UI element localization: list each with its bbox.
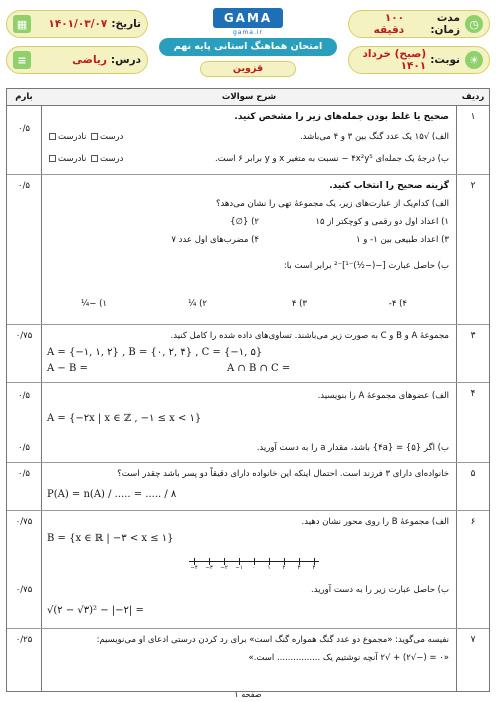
subject-label: درس:: [110, 54, 141, 66]
true-label: درست: [100, 132, 124, 142]
axis-tick: [194, 558, 195, 565]
question-row-3: [7, 325, 489, 383]
option: ۳) ۴: [291, 299, 307, 309]
question-text: گزینه صحیح را انتخاب کنید.: [329, 181, 449, 191]
question-text: خانواده‌ای دارای ۳ فرزند است. احتمال اینکه این خانواده دارای دقیقاً دو پسر باشد چقدر است؟: [117, 469, 449, 479]
axis-tick-label: −۳: [205, 565, 213, 571]
session-value: (صبح) خرداد ۱۴۰۱: [362, 48, 427, 72]
option: ۱) −¼: [81, 299, 107, 309]
question-row-5: [7, 463, 489, 511]
axis-tick: [254, 558, 255, 565]
question-score: ۰/۷۵: [15, 331, 33, 341]
question-score: ۰/۵: [18, 181, 30, 191]
set-definitions: A = {−۱, ۱, ۲} , B = {۰, ۲, ۴} , C = {−۱, ۵}: [47, 347, 263, 358]
exam-header: [6, 6, 490, 82]
table-header: [7, 89, 489, 106]
question-number: ۵: [470, 469, 476, 479]
axis-tick-label: ۰: [252, 565, 256, 571]
question-number: ۶: [470, 517, 476, 527]
exam-title: امتحان هماهنگ استانی پایه نهم: [159, 38, 337, 56]
axis-tick: [269, 558, 270, 565]
clock-icon: ◷: [465, 15, 483, 33]
option: ۲) {∅}: [230, 217, 259, 227]
set-definition: B = {x ∈ ℝ | −۳ < x ≤ ۱}: [47, 533, 174, 544]
axis-tick: [299, 558, 300, 565]
option: ۳) اعداد طبیعی بین ۱- و ۱: [356, 235, 449, 245]
question-score: ۰/۷۵: [15, 517, 33, 527]
gama-logo: GAMA: [213, 8, 283, 28]
date-value: ۱۴۰۱/۰۳/۰۷: [48, 18, 108, 30]
axis-tick: [224, 558, 225, 565]
session-pill: [348, 46, 490, 74]
duration-pill: [348, 10, 490, 38]
true-false-choice: [47, 132, 123, 142]
question-text: مجموعهٔ A و B و C به صورت زیر می‌باشند. تساوی‌های داده شده را کامل کنید.: [170, 331, 449, 341]
logo-subtext: gama.ir: [232, 29, 264, 36]
question-score: ۰/۵: [18, 469, 30, 479]
question-text: ب) حاصل عبارت زیر را به دست آورید.: [311, 585, 449, 595]
subject-pill: [6, 46, 148, 74]
question-number: ۷: [470, 635, 476, 645]
axis-tick-label: ۲: [282, 565, 286, 571]
probability-formula: P(A) = n(A) / ..... = ..... / ۸: [47, 489, 177, 500]
set-definition: A = {−۲x | x ∈ ℤ , −۱ ≤ x < ۱}: [47, 413, 202, 424]
city-name: قزوین: [200, 61, 296, 77]
question-text: الف) کدام‌یک از عبارت‌های زیر، یک مجموعهٔ تهی را نشان می‌دهد؟: [215, 199, 449, 209]
true-checkbox[interactable]: [91, 133, 98, 140]
axis-tick-label: −۱: [235, 565, 243, 571]
question-number: ۱: [470, 112, 476, 122]
duration-value: ۱۰۰ دقیقه: [373, 12, 405, 36]
false-label: نادرست: [58, 132, 87, 142]
false-checkbox[interactable]: [49, 133, 56, 140]
false-label: نادرست: [58, 154, 87, 164]
question-text: ب) حاصل عبارت [−(−½)⁻¹]⁻² برابر است با:: [283, 261, 449, 271]
exam-title-block: [158, 6, 338, 80]
question-text: الف) √۱۵ یک عدد گنگ بین ۳ و ۴ می‌باشد.: [299, 132, 449, 142]
question-row-1: [7, 106, 489, 175]
true-false-choice: [47, 154, 123, 164]
session-label: نوبت:: [430, 54, 460, 66]
false-checkbox[interactable]: [49, 155, 56, 162]
question-text: الف) مجموعهٔ B را روی محور نشان دهید.: [301, 517, 449, 527]
true-label: درست: [100, 154, 124, 164]
number-line: [189, 557, 319, 571]
question-text: الف) عضوهای مجموعهٔ A را بنویسید.: [317, 391, 449, 401]
question-row-2: [7, 175, 489, 325]
header-body: شرح سوالات: [221, 92, 277, 102]
date-label: تاریخ:: [111, 18, 141, 30]
question-number: ۴: [470, 389, 476, 399]
sun-icon: ☀: [465, 51, 483, 69]
answer-a-minus-b: A − B =: [47, 363, 88, 374]
questions-table: [6, 88, 490, 692]
option: ۱) اعداد اول دو رقمی و کوچکتر از ۱۵: [315, 217, 449, 227]
question-text: «۰ = (−√۲) + √۲ آنچه نوشتیم یک ................ است.»: [248, 653, 449, 663]
question-number: ۲: [470, 181, 476, 191]
question-number: ۳: [470, 331, 476, 341]
axis-tick: [284, 558, 285, 565]
axis-tick-label: −۴: [190, 565, 198, 571]
question-text: صحیح یا غلط بودن جمله‌های زیر را مشخص کنید.: [234, 112, 449, 122]
axis-tick-label: ۳: [297, 565, 301, 571]
axis-tick-label: ۴: [312, 565, 316, 571]
question-text: ب) اگر {۵} = {۴a} باشد، مقدار a را به دست آورید.: [256, 443, 449, 453]
answer-intersection: A ∩ B ∩ C =: [227, 363, 291, 374]
option: ۴) مضرب‌های اول عدد ۷: [171, 235, 259, 245]
axis-tick-label: ۱: [267, 565, 271, 571]
question-row-4: [7, 383, 489, 463]
date-pill: [6, 10, 148, 38]
axis-tick: [239, 558, 240, 565]
header-num: ردیف: [461, 92, 485, 102]
expression: √(۲ − √۳)² − |−۲| =: [47, 605, 144, 616]
question-score: ۰/۲۵: [15, 635, 33, 645]
subject-value: ریاضی: [72, 54, 107, 66]
books-icon: ≡: [13, 51, 31, 69]
true-checkbox[interactable]: [91, 155, 98, 162]
option: ۲) ¼: [188, 299, 207, 309]
question-text: ب) درجهٔ یک جمله‌ای ۴x²y⁵ − نسبت به متغیر x و y برابر ۶ است.: [215, 154, 449, 164]
question-row-6: [7, 511, 489, 629]
duration-label: مدت زمان:: [430, 12, 460, 36]
calendar-icon: ▦: [13, 15, 31, 33]
option: ۴) ۴-: [388, 299, 407, 309]
question-text: نفیسه می‌گوید: «مجموع دو عدد گنگ همواره گنگ است» برای رد کردن درستی ادعای او می‌نویسیم:: [96, 635, 449, 645]
axis-tick-label: −۲: [220, 565, 228, 571]
question-score: ۰/۵: [18, 391, 30, 401]
question-score: ۰/۵: [18, 443, 30, 453]
question-score: ۰/۷۵: [15, 585, 33, 595]
axis-tick: [209, 558, 210, 565]
page-footer: صفحه ۱: [234, 690, 262, 699]
question-score: ۰/۵: [18, 124, 30, 134]
question-row-7: [7, 629, 489, 691]
header-score: بارم: [15, 92, 33, 102]
axis-tick: [314, 558, 315, 565]
